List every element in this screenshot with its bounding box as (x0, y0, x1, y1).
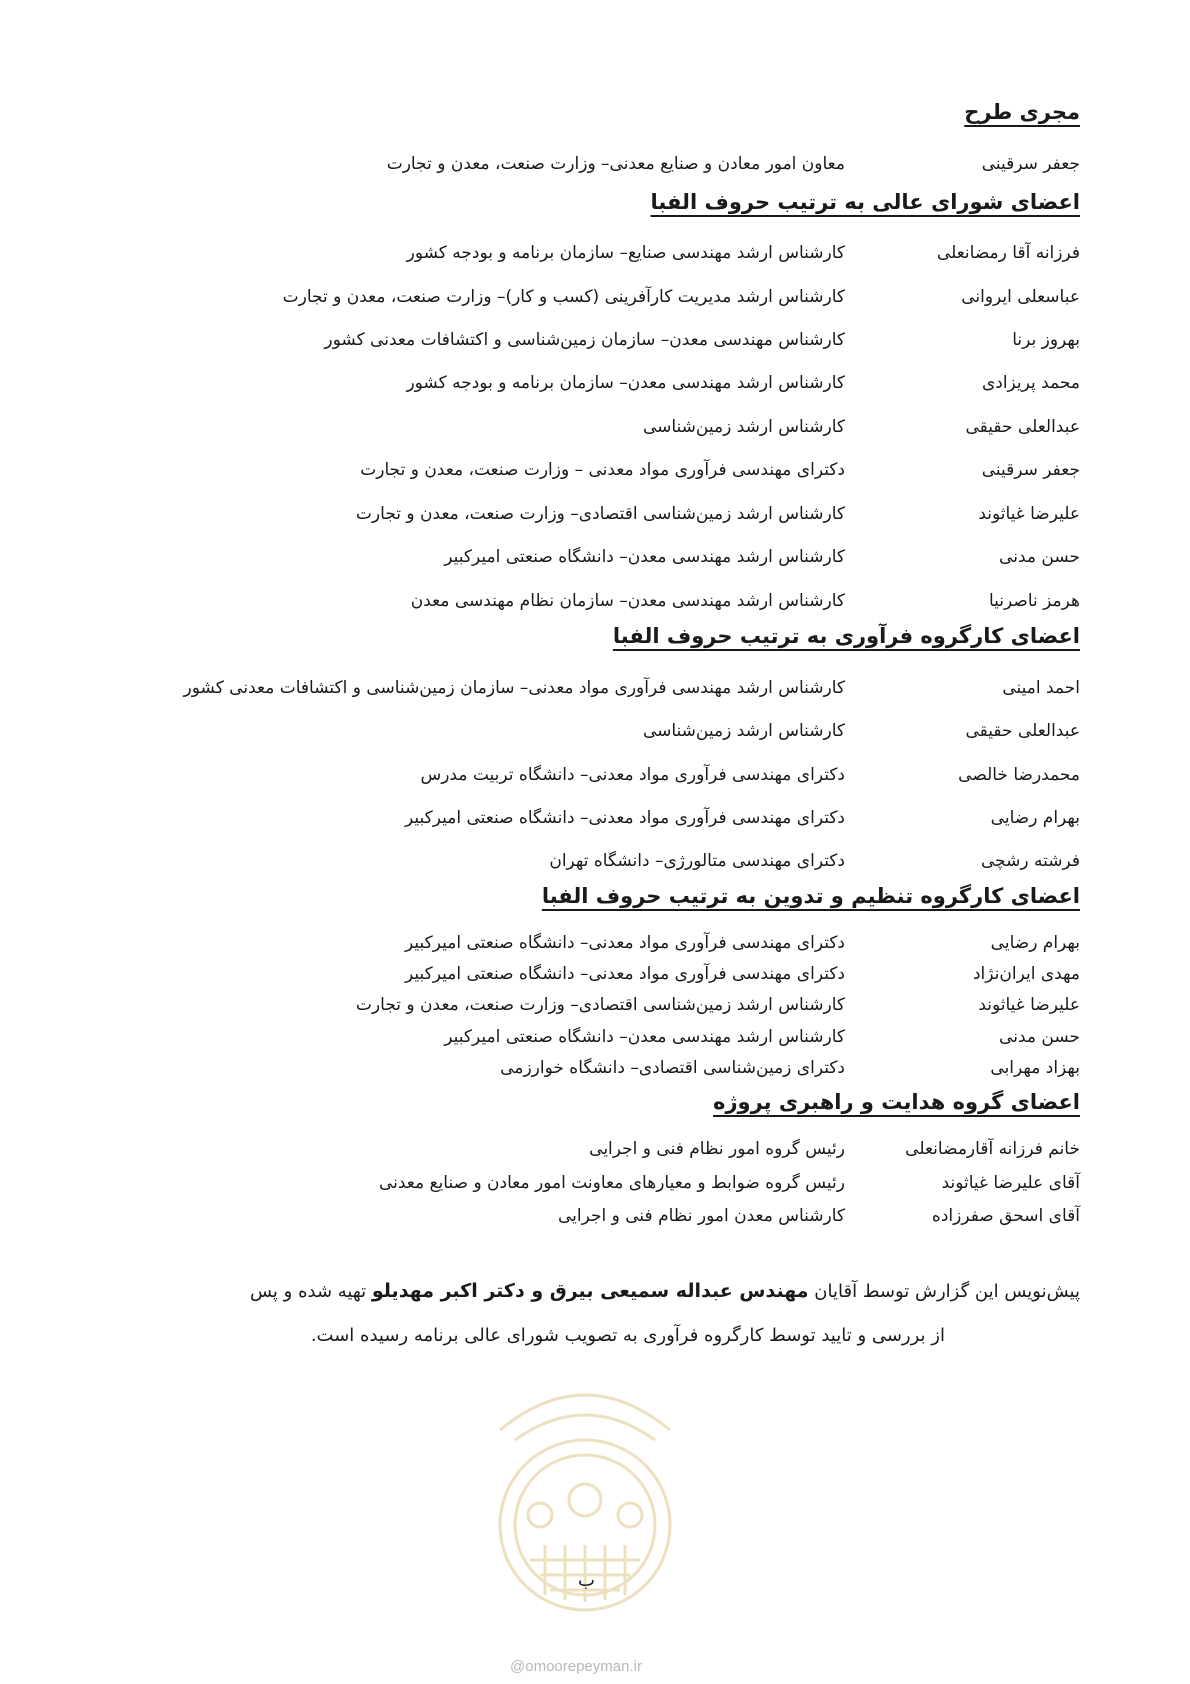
member-role: دکترای زمین‌شناسی اقتصادی– دانشگاه خوارزمی (500, 1058, 845, 1078)
section-title-project-executor: مجری طرح (964, 100, 1080, 124)
member-row (80, 808, 1080, 838)
member-row (80, 1027, 1080, 1057)
member-name: آقای اسحق صفرزاده (931, 1206, 1080, 1226)
member-name: خانم فرزانه آقارمضانعلی (905, 1139, 1080, 1159)
member-name: عباسعلی ایروانی (961, 287, 1080, 307)
member-name: محمد پریزادی (981, 373, 1080, 393)
member-name: محمدرضا خالصی (958, 765, 1080, 785)
member-role: کارشناس ارشد زمین‌شناسی (642, 417, 845, 437)
member-row (80, 417, 1080, 447)
member-role: کارشناس معدن امور نظام فنی و اجرایی (558, 1206, 845, 1226)
member-name: هرمز ناصرنیا (988, 591, 1080, 611)
member-name: آقای علیرضا غیاثوند (941, 1173, 1080, 1193)
member-row (80, 678, 1080, 708)
member-role: کارشناس ارشد مهندسی معدن– سازمان نظام مهندسی معدن (410, 591, 845, 611)
member-role: کارشناس ارشد زمین‌شناسی اقتصادی– وزارت صنعت، معدن و تجارت (355, 504, 845, 524)
member-name: حسن مدنی (999, 1027, 1080, 1047)
member-row (80, 721, 1080, 751)
member-row (80, 964, 1080, 994)
footer-text-part1: پیش‌نویس این گزارش توسط آقایان (814, 1281, 1080, 1302)
member-role: کارشناس ارشد مهندسی معدن– سازمان برنامه و بودجه کشور (406, 373, 845, 393)
member-name: احمد امینی (1002, 678, 1080, 698)
member-row (80, 1173, 1080, 1203)
member-row (80, 591, 1080, 621)
member-row (80, 243, 1080, 273)
member-role: کارشناس ارشد مهندسی معدن– دانشگاه صنعتی امیرکبیر (444, 1027, 845, 1047)
member-name: جعفر سرقینی (981, 154, 1080, 174)
member-role: دکترای مهندسی فرآوری مواد معدنی– دانشگاه صنعتی امیرکبیر (404, 964, 845, 984)
member-row (80, 995, 1080, 1025)
member-name: علیرضا غیاثوند (978, 995, 1080, 1015)
member-name: عبدالعلی حقیقی (965, 721, 1080, 741)
member-role: کارشناس ارشد مهندسی صنایع– سازمان برنامه و بودجه کشور (406, 243, 845, 263)
watermark-site-url: @omoorepeyman.ir (510, 1658, 642, 1675)
member-role: دکترای مهندسی فرآوری مواد معدنی– دانشگاه تربیت مدرس (420, 765, 845, 785)
member-name: مهدی ایران‌نژاد (972, 964, 1080, 984)
member-name: جعفر سرقینی (981, 460, 1080, 480)
footer-paragraph-line-2: از بررسی و تایید توسط کارگروه فرآوری به تصویب شورای عالی برنامه رسیده است. (310, 1325, 945, 1346)
member-role: کارشناس مهندسی معدن– سازمان زمین‌شناسی و اکتشافات معدنی کشور (324, 330, 845, 350)
section-title-high-council: اعضای شورای عالی به ترتیب حروف الفبا (650, 190, 1080, 214)
member-row (80, 933, 1080, 963)
member-role: کارشناس ارشد زمین‌شناسی اقتصادی– وزارت صنعت، معدن و تجارت (355, 995, 845, 1015)
member-name: بهزاد مهرابی (990, 1058, 1080, 1078)
member-name: فرزانه آقا رمضانعلی (936, 243, 1080, 263)
member-name: بهرام رضایی (990, 933, 1080, 953)
member-role: دکترای مهندسی فرآوری مواد معدنی– دانشگاه صنعتی امیرکبیر (404, 933, 845, 953)
member-name: بهروز برنا (1012, 330, 1080, 350)
section-title-processing-workgroup: اعضای کارگروه فرآوری به ترتیب حروف الفبا (612, 624, 1080, 648)
member-role: کارشناس ارشد مهندسی فرآوری مواد معدنی– سازمان زمین‌شناسی و اکتشافات معدنی کشور (183, 678, 845, 698)
member-row (80, 330, 1080, 360)
member-name: فرشته رشچی (981, 851, 1080, 871)
member-row (80, 547, 1080, 577)
member-role: دکترای مهندسی فرآوری مواد معدنی – وزارت صنعت، معدن و تجارت (360, 460, 845, 480)
member-role: کارشناس ارشد مهندسی معدن– دانشگاه صنعتی امیرکبیر (444, 547, 845, 567)
member-role: معاون امور معادن و صنایع معدنی– وزارت صنعت، معدن و تجارت (386, 154, 845, 174)
member-row (80, 1206, 1080, 1236)
footer-paragraph-line-1 (160, 1280, 1080, 1302)
member-name: عبدالعلی حقیقی (965, 417, 1080, 437)
member-row (80, 287, 1080, 317)
member-row (80, 1139, 1080, 1169)
footer-authors: مهندس عبداله سمیعی بیرق و دکتر اکبر مهدیلو (371, 1280, 809, 1302)
member-name: بهرام رضایی (990, 808, 1080, 828)
member-row (80, 154, 1080, 184)
member-row (80, 851, 1080, 881)
member-role: دکترای مهندسی فرآوری مواد معدنی– دانشگاه صنعتی امیرکبیر (404, 808, 845, 828)
member-role: رئیس گروه ضوابط و معیارهای معاونت امور معادن و صنایع معدنی (378, 1173, 845, 1193)
member-role: کارشناس ارشد زمین‌شناسی (642, 721, 845, 741)
member-row (80, 1058, 1080, 1088)
footer-text-part2: تهیه شده و پس (249, 1281, 367, 1302)
member-name: حسن مدنی (999, 547, 1080, 567)
member-role: کارشناس ارشد مدیریت کارآفرینی (کسب و کار)– وزارت صنعت، معدن و تجارت (282, 287, 845, 307)
member-row (80, 504, 1080, 534)
section-title-steering-group: اعضای گروه هدایت و راهبری پروژه (713, 1090, 1080, 1114)
section-title-drafting-workgroup: اعضای کارگروه تنظیم و تدوین به ترتیب حروف الفبا (541, 884, 1080, 908)
member-row (80, 373, 1080, 403)
member-role: دکترای مهندسی متالورژی– دانشگاه تهران (549, 851, 845, 871)
member-role: رئیس گروه امور نظام فنی و اجرایی (589, 1139, 845, 1159)
member-name: علیرضا غیاثوند (978, 504, 1080, 524)
member-row (80, 765, 1080, 795)
page-number: ب (578, 1570, 595, 1591)
member-row (80, 460, 1080, 490)
